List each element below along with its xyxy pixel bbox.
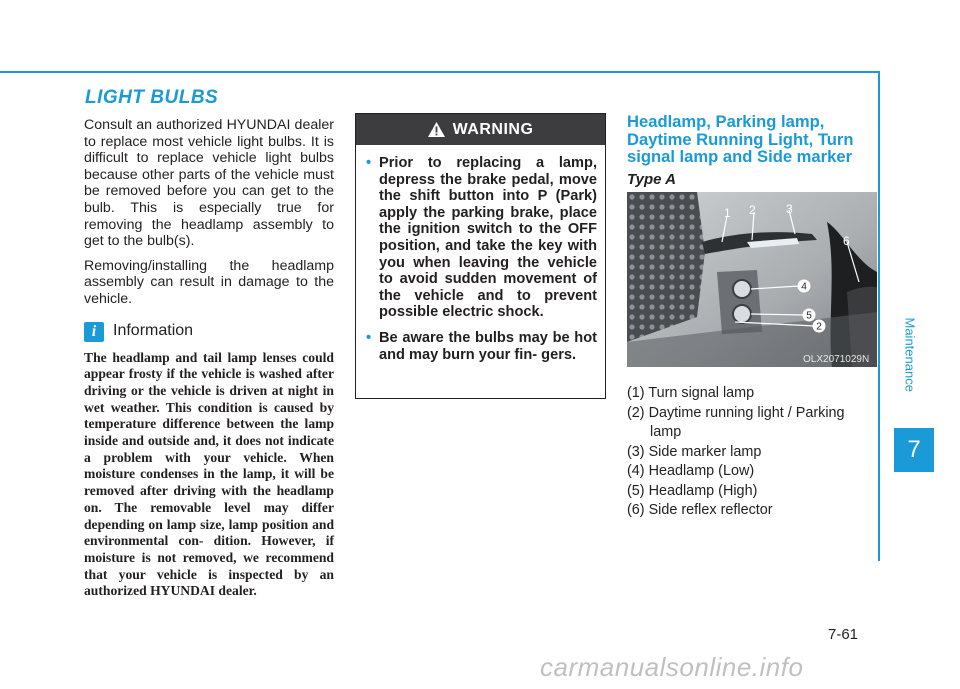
information-body: The headlamp and tail lamp lenses could appear frosty if the vehicle is washed after driving or the vehicle is driven at night in wet weather. This condition is caused by temperature difference between the lamp inside and outside and, it does not indicate a problem with your vehicle. When moisture condenses in the lamp, it will be removed after driving with the headlamp on. The removable level may differ depending on lamp size, lamp position and environmental con- dition. However, if moisture is not removed, we recommend that your vehicle is inspected by an authorized HYUNDAI dealer. [84, 349, 334, 599]
chapter-number-tab[interactable]: 7 [894, 428, 934, 472]
callout-label: 4 [801, 281, 807, 293]
headlamp-photo [627, 192, 877, 367]
information-icon: i [84, 322, 104, 342]
top-rule [0, 71, 878, 73]
watermark[interactable]: carmanualsonline.info [540, 652, 804, 682]
warning-list [356, 145, 605, 363]
warning-box [355, 113, 606, 399]
callout-label: 1 [724, 206, 731, 220]
legend-item: (4) Headlamp (Low) [627, 463, 755, 479]
side-rule [878, 71, 880, 561]
intro-paragraph-1: Consult an authorized HYUNDAI dealer to replace most vehicle light bulbs. It is difficult to replace vehicle light bulbs because other parts of the vehicle must be removed before you can get to the bulb. This is especially true for removing the headlamp assembly to get to the bulb(s). [84, 117, 334, 250]
warning-triangle-icon [428, 122, 445, 137]
legend-item: (1) Turn signal lamp [627, 385, 755, 401]
warning-item-text: Prior to replacing a lamp, depress the brake pedal, move the shift button into P (Park) apply the parking brake, place the ignition switch to the OFF position, and take the key with you when leaving the vehicle to avoid sudden movement of the vehicle and to prevent possible electric shock. [379, 155, 597, 321]
callout-label: 2 [749, 203, 756, 217]
warning-title: WARNING [452, 120, 534, 138]
warning-item [366, 330, 597, 363]
legend-item: (3) Side marker lamp [627, 443, 762, 460]
high-beam-lens [733, 305, 751, 323]
headlamp-section-title: Headlamp, Parking lamp, Daytime Running Light, Turn signal lamp and Side marker [627, 112, 854, 166]
bullet-icon: • [366, 155, 372, 171]
headlamp-legend [627, 384, 867, 521]
page-number: 7-61 [828, 626, 859, 643]
section-title: LIGHT BULBS [85, 87, 219, 108]
callout-label: 2 [816, 321, 822, 333]
intro-column [84, 117, 334, 608]
legend-item: (2) Daytime running light / Parking lamp [627, 404, 845, 440]
legend-item: (6) Side reflex reflector [627, 502, 773, 518]
information-heading [84, 322, 334, 342]
chapter-label: Maintenance [902, 317, 918, 392]
warning-header [356, 114, 605, 145]
callout-label: 5 [806, 310, 812, 322]
information-title: Information [113, 322, 194, 340]
bullet-icon: • [366, 329, 372, 346]
callout-label: 6 [843, 234, 850, 248]
type-label: Type A [627, 171, 676, 188]
photo-code: OLX2071029N [803, 354, 870, 365]
warning-item-text: Be aware the bulbs may be hot and may burn your fin- gers. [379, 329, 597, 363]
legend-item: (5) Headlamp (High) [627, 482, 758, 499]
low-beam-lens [733, 280, 751, 298]
intro-paragraph-2: Removing/installing the headlamp assembly can result in damage to the vehicle. [84, 257, 334, 307]
warning-item [366, 155, 597, 321]
callout-label: 3 [786, 202, 793, 216]
